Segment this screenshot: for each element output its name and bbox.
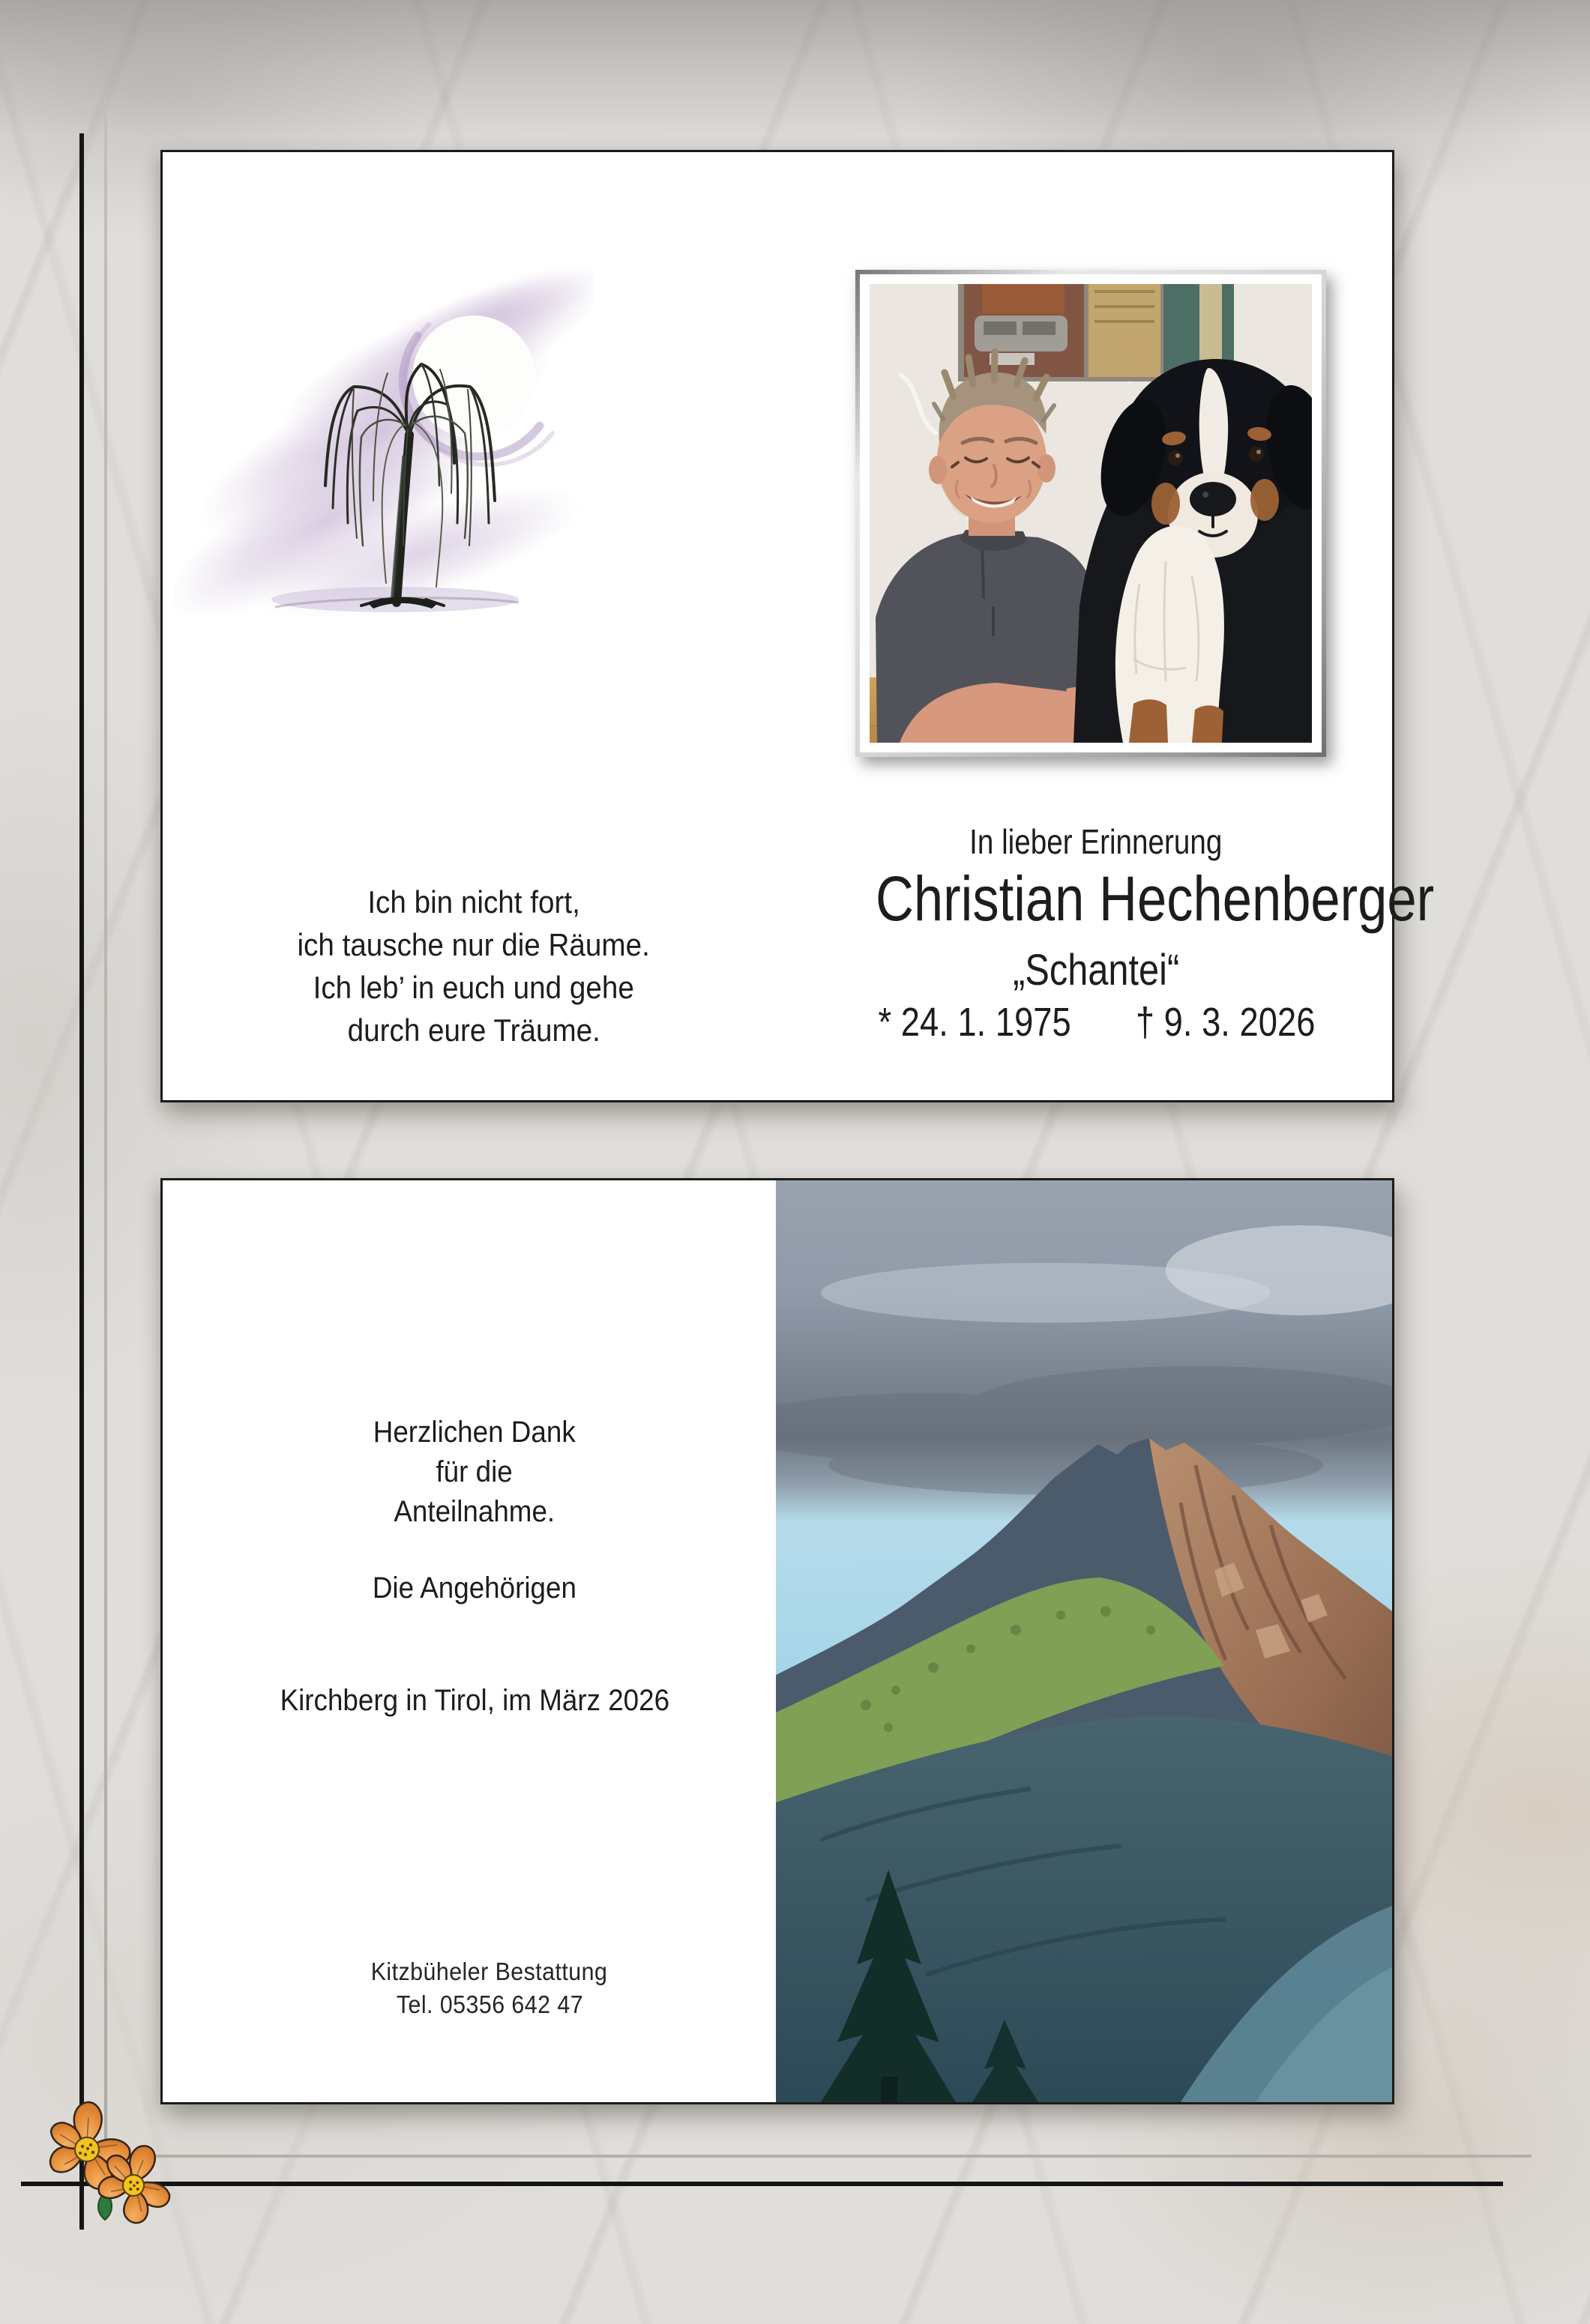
orange-flowers-icon [21,2097,190,2232]
mountain-photo [776,1180,1392,2102]
portrait-photo-frame [855,270,1326,757]
deceased-nickname: „Schantei“ [1012,946,1180,995]
poem-line: ich tausche nur die Räume. [297,927,651,962]
frame-line-gray-vertical [104,97,107,2157]
thanks-line: für die [436,1455,514,1488]
remembrance-heading: In lieber Erinnerung [969,822,1223,861]
poem-line: Ich leb’ in euch und gehe [313,970,635,1005]
place-date: Kirchberg in Tirol, im März 2026 [280,1684,669,1717]
poem-line: durch eure Träume. [347,1012,600,1048]
frame-line-black-vertical [79,133,84,2230]
thanks-line: Anteilnahme. [394,1495,555,1528]
portrait-photo [870,284,1312,743]
willow-drawing [174,186,594,617]
portrait-photo-matte [860,274,1322,752]
funeral-home-name: Kitzbüheler Bestattung [371,1958,608,1985]
funeral-home-phone: Tel. 05356 642 47 [396,1991,583,2018]
deceased-name: Christian Hechenberger [875,863,1435,934]
life-dates [855,999,1337,1045]
mountain-landscape-icon [776,1180,1392,2102]
frame-line-gray-horizontal [104,2155,1532,2158]
signature: Die Angehörigen [372,1572,577,1605]
memorial-card-front [160,150,1435,1102]
thanks-card-back [160,1178,1394,2104]
funeral-home-logo [343,1942,636,2033]
willow-tree-moon-icon [174,186,594,617]
birth-date: * 24. 1. 1975 [878,1000,1071,1045]
corner-flowers-illustration [21,2097,190,2232]
poem-line: Ich bin nicht fort, [367,884,580,920]
thanks-lines [250,1413,699,1532]
frame-line-black-horizontal [21,2182,1503,2186]
death-date: † 9. 3. 2026 [1135,1000,1316,1045]
memorial-poem [230,881,717,1051]
thanks-line: Herzlichen Dank [373,1416,576,1449]
